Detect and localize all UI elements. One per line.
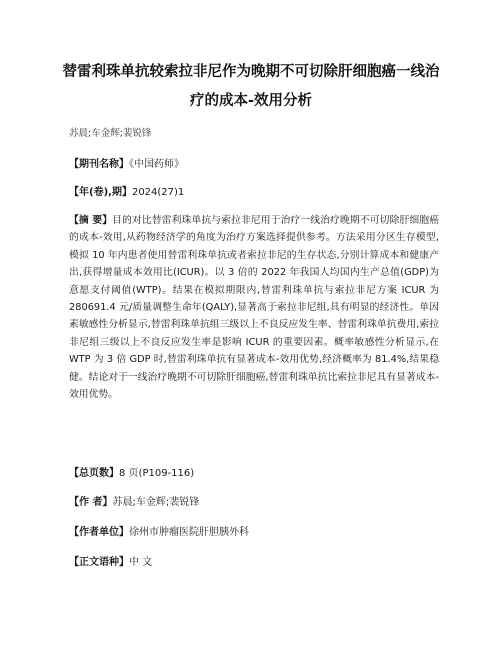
abstract-block xyxy=(69,212,439,403)
journal-field xyxy=(69,155,184,170)
affiliation-value: 徐州市肿瘤医院肝胆胰外科 xyxy=(129,527,249,538)
pages-value: 8 页(P109-116) xyxy=(119,468,195,479)
pages-field xyxy=(69,464,194,479)
language-field xyxy=(69,553,152,568)
year-issue-label: 【年(卷),期】 xyxy=(69,187,132,198)
journal-value: 《中国药师》 xyxy=(129,159,184,170)
abstract-text: 目的对比替雷利珠单抗与索拉非尼用于治疗一线治疗晚期不可切除肝细胞癌的成本-效用,从药物经济学的角度为治疗方案选择提供参考。方法采用分区生存模型,模拟 10 年内患者使用替雷利珠单抗或者索拉非尼的生存状态,分别计算成本和健康产出,获得增量成本效用比(ICUR)。以 3 倍的 2022 年我国人均国内生产总值(GDP)为意愿支付阈值(WTP)。结果在模拟期限内,替雷利珠单抗与索拉非尼方案 ICUR 为 280691.4 元/质量调整生命年(QALY),显著高于索拉非尼组,具有明显的经济性。单因素敏感性分析显示,替雷利珠单抗组三级以上不良反应发生率、替雷利珠单抗费用,索拉非尼组三级以上不良反应发生率是影响 ICUR 的重要因素。概率敏感性分析显示,在 WTP 为 3 倍 GDP 时,替雷利珠单抗有显著成本-效用优势,经济概率为 81.4%,结果稳健。结论对于一线治疗晚期不可切除肝细胞癌,替雷利珠单抗比索拉非尼具有显著成本-效用优势。 xyxy=(69,215,439,401)
abstract-label: 【摘 要】 xyxy=(69,215,113,226)
journal-label: 【期刊名称】 xyxy=(69,159,129,170)
affiliation-label: 【作者单位】 xyxy=(69,527,129,538)
authors-line: 苏晨;车金辉;裴锐锋 xyxy=(69,128,152,139)
language-label: 【正文语种】 xyxy=(69,557,129,568)
affiliation-field xyxy=(69,523,249,538)
author-label: 【作 者】 xyxy=(69,497,113,508)
language-value: 中 文 xyxy=(129,557,153,568)
document-title: 替雷利珠单抗较索拉非尼作为晚期不可切除肝细胞癌一线治疗的成本-效用分析 xyxy=(62,64,440,109)
year-issue-value: 2024(27)1 xyxy=(131,187,185,198)
pages-label: 【总页数】 xyxy=(69,468,119,479)
year-issue-field xyxy=(69,183,184,198)
author-field xyxy=(69,493,199,508)
author-value: 苏晨;车金辉;裴锐锋 xyxy=(112,497,200,508)
